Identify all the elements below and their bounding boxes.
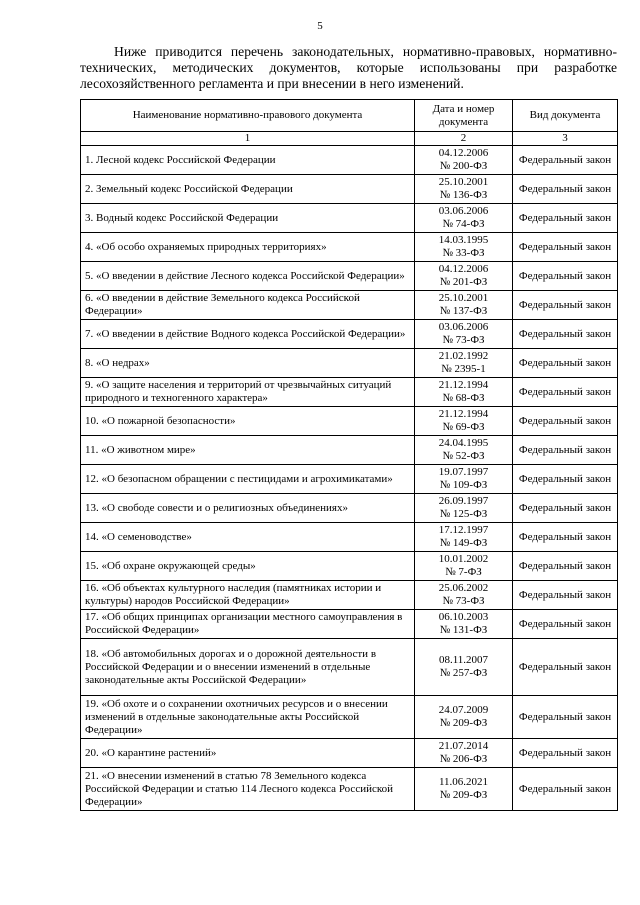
date-number-cell [415, 768, 513, 811]
date-number-cell [415, 175, 513, 204]
document-type-cell: Федеральный закон [513, 349, 618, 378]
date-number-cell [415, 407, 513, 436]
document-number: № 209-ФЗ [439, 789, 488, 801]
document-name-cell: 13. «О свободе совести и о религиозных объединениях» [81, 494, 415, 523]
document-date: 19.07.1997 [438, 466, 489, 478]
document-name-cell: 14. «О семеноводстве» [81, 523, 415, 552]
date-number-cell [415, 639, 513, 696]
table-row [81, 262, 618, 291]
table-row [81, 494, 618, 523]
table-row [81, 696, 618, 739]
document-date: 11.06.2021 [438, 776, 489, 788]
document-date: 21.07.2014 [438, 740, 489, 752]
document-type-cell: Федеральный закон [513, 320, 618, 349]
date-number-cell [415, 262, 513, 291]
document-name-cell: 12. «О безопасном обращении с пестицидами и агрохимикатами» [81, 465, 415, 494]
document-date: 04.12.2006 [438, 263, 489, 275]
document-number: № 137-ФЗ [439, 305, 488, 317]
table-row [81, 175, 618, 204]
document-date: 24.07.2009 [438, 704, 489, 716]
column-number: 3 [513, 132, 618, 146]
table-row [81, 320, 618, 349]
document-number: № 69-ФЗ [442, 421, 485, 433]
table-header-row [81, 100, 618, 132]
document-date: 03.06.2006 [438, 205, 489, 217]
document-name-cell: 15. «Об охране окружающей среды» [81, 552, 415, 581]
document-name-cell: 7. «О введении в действие Водного кодекса Российской Федерации» [81, 320, 415, 349]
date-number-cell [415, 696, 513, 739]
date-number-cell [415, 552, 513, 581]
date-number-cell [415, 436, 513, 465]
document-date: 10.01.2002 [438, 553, 489, 565]
table-row [81, 291, 618, 320]
document-type-cell: Федеральный закон [513, 233, 618, 262]
document-date: 21.02.1992 [438, 350, 489, 362]
document-name-cell: 5. «О введении в действие Лесного кодекса Российской Федерации» [81, 262, 415, 291]
document-date: 06.10.2003 [438, 611, 489, 623]
document-type-cell: Федеральный закон [513, 291, 618, 320]
table-row [81, 739, 618, 768]
document-number: № 73-ФЗ [442, 334, 485, 346]
document-number: № 68-ФЗ [442, 392, 485, 404]
document-number: № 201-ФЗ [439, 276, 488, 288]
document-name-cell: 11. «О животном мире» [81, 436, 415, 465]
table-row [81, 610, 618, 639]
document-number: № 200-ФЗ [439, 160, 488, 172]
document-number: № 52-ФЗ [442, 450, 485, 462]
column-number-row [81, 132, 618, 146]
document-name-cell: 19. «Об охоте и о сохранении охотничьих ресурсов и о внесении изменений в отдельные законодательные акты Российской Федерации» [81, 696, 415, 739]
document-number: № 7-ФЗ [445, 566, 482, 578]
document-type-cell: Федеральный закон [513, 436, 618, 465]
table-row [81, 465, 618, 494]
document-date: 21.12.1994 [438, 379, 489, 391]
document-date: 24.04.1995 [438, 437, 489, 449]
table-row [81, 378, 618, 407]
header-date-number: Дата и номер документа [415, 100, 513, 132]
date-number-cell [415, 610, 513, 639]
document-number: № 257-ФЗ [439, 667, 488, 679]
document-date: 26.09.1997 [438, 495, 489, 507]
table-row [81, 233, 618, 262]
column-number: 1 [81, 132, 415, 146]
document-type-cell: Федеральный закон [513, 552, 618, 581]
document-date: 04.12.2006 [438, 147, 489, 159]
table-row [81, 639, 618, 696]
date-number-cell [415, 739, 513, 768]
document-type-cell: Федеральный закон [513, 768, 618, 811]
date-number-cell [415, 349, 513, 378]
document-type-cell: Федеральный закон [513, 146, 618, 175]
document-date: 14.03.1995 [438, 234, 489, 246]
date-number-cell [415, 146, 513, 175]
document-date: 17.12.1997 [438, 524, 489, 536]
document-type-cell: Федеральный закон [513, 465, 618, 494]
document-name-cell: 2. Земельный кодекс Российской Федерации [81, 175, 415, 204]
date-number-cell [415, 523, 513, 552]
document-number: № 136-ФЗ [439, 189, 488, 201]
table-row [81, 146, 618, 175]
date-number-cell [415, 378, 513, 407]
table-row [81, 349, 618, 378]
document-name-cell: 21. «О внесении изменений в статью 78 Земельного кодекса Российской Федерации и статью 114 Лесного кодекса Российской Федерации» [81, 768, 415, 811]
date-number-cell [415, 204, 513, 233]
legal-documents-table [80, 99, 618, 811]
document-type-cell: Федеральный закон [513, 494, 618, 523]
document-type-cell: Федеральный закон [513, 262, 618, 291]
date-number-cell [415, 465, 513, 494]
table-row [81, 204, 618, 233]
document-date: 25.10.2001 [438, 176, 489, 188]
table-body [81, 146, 618, 811]
document-date: 21.12.1994 [438, 408, 489, 420]
table-row [81, 523, 618, 552]
table-row [81, 768, 618, 811]
document-name-cell: 4. «Об особо охраняемых природных территориях» [81, 233, 415, 262]
document-name-cell: 10. «О пожарной безопасности» [81, 407, 415, 436]
document-number: № 109-ФЗ [439, 479, 488, 491]
document-number: № 209-ФЗ [439, 717, 488, 729]
document-type-cell: Федеральный закон [513, 523, 618, 552]
date-number-cell [415, 233, 513, 262]
document-type-cell: Федеральный закон [513, 175, 618, 204]
table-row [81, 581, 618, 610]
document-name-cell: 17. «Об общих принципах организации местного самоуправления в Российской Федерации» [81, 610, 415, 639]
document-name-cell: 20. «О карантине растений» [81, 739, 415, 768]
document-date: 03.06.2006 [438, 321, 489, 333]
document-date: 25.06.2002 [438, 582, 489, 594]
document-type-cell: Федеральный закон [513, 639, 618, 696]
table-row [81, 552, 618, 581]
document-type-cell: Федеральный закон [513, 204, 618, 233]
table-row [81, 436, 618, 465]
document-type-cell: Федеральный закон [513, 610, 618, 639]
document-name-cell: 1. Лесной кодекс Российской Федерации [81, 146, 415, 175]
document-type-cell: Федеральный закон [513, 581, 618, 610]
document-type-cell: Федеральный закон [513, 378, 618, 407]
document-number: № 206-ФЗ [439, 753, 488, 765]
document-type-cell: Федеральный закон [513, 407, 618, 436]
header-document-name: Наименование нормативно-правового документа [81, 100, 415, 132]
header-document-type: Вид документа [513, 100, 618, 132]
document-name-cell: 8. «О недрах» [81, 349, 415, 378]
page-number: 5 [317, 20, 323, 32]
date-number-cell [415, 494, 513, 523]
document-type-cell: Федеральный закон [513, 739, 618, 768]
document-name-cell: 18. «Об автомобильных дорогах и о дорожной деятельности в Российской Федерации и о внесении изменений в отдельные законодательные акты Российской Федерации» [81, 639, 415, 696]
document-number: № 149-ФЗ [439, 537, 488, 549]
document-number: № 125-ФЗ [439, 508, 488, 520]
document-name-cell: 16. «Об объектах культурного наследия (памятниках истории и культуры) народов Российской Федерации» [81, 581, 415, 610]
table-row [81, 407, 618, 436]
document-date: 08.11.2007 [438, 654, 489, 666]
document-date: 25.10.2001 [438, 292, 489, 304]
intro-paragraph: Ниже приводится перечень законодательных, нормативно-правовых, нормативно-технических, методических документов, которые использованы при разработке лесохозяйственного регламента и при внесении в него изменений. [80, 44, 617, 91]
date-number-cell [415, 291, 513, 320]
document-name-cell: 9. «О защите населения и территорий от чрезвычайных ситуаций природного и техногенного характера» [81, 378, 415, 407]
document-number: № 33-ФЗ [442, 247, 485, 259]
document-number: № 73-ФЗ [442, 595, 485, 607]
date-number-cell [415, 581, 513, 610]
column-number: 2 [415, 132, 513, 146]
document-type-cell: Федеральный закон [513, 696, 618, 739]
document-number: № 74-ФЗ [442, 218, 485, 230]
document-name-cell: 6. «О введении в действие Земельного кодекса Российской Федерации» [81, 291, 415, 320]
document-number: № 131-ФЗ [439, 624, 488, 636]
document-name-cell: 3. Водный кодекс Российской Федерации [81, 204, 415, 233]
date-number-cell [415, 320, 513, 349]
document-number: № 2395-1 [441, 363, 486, 375]
